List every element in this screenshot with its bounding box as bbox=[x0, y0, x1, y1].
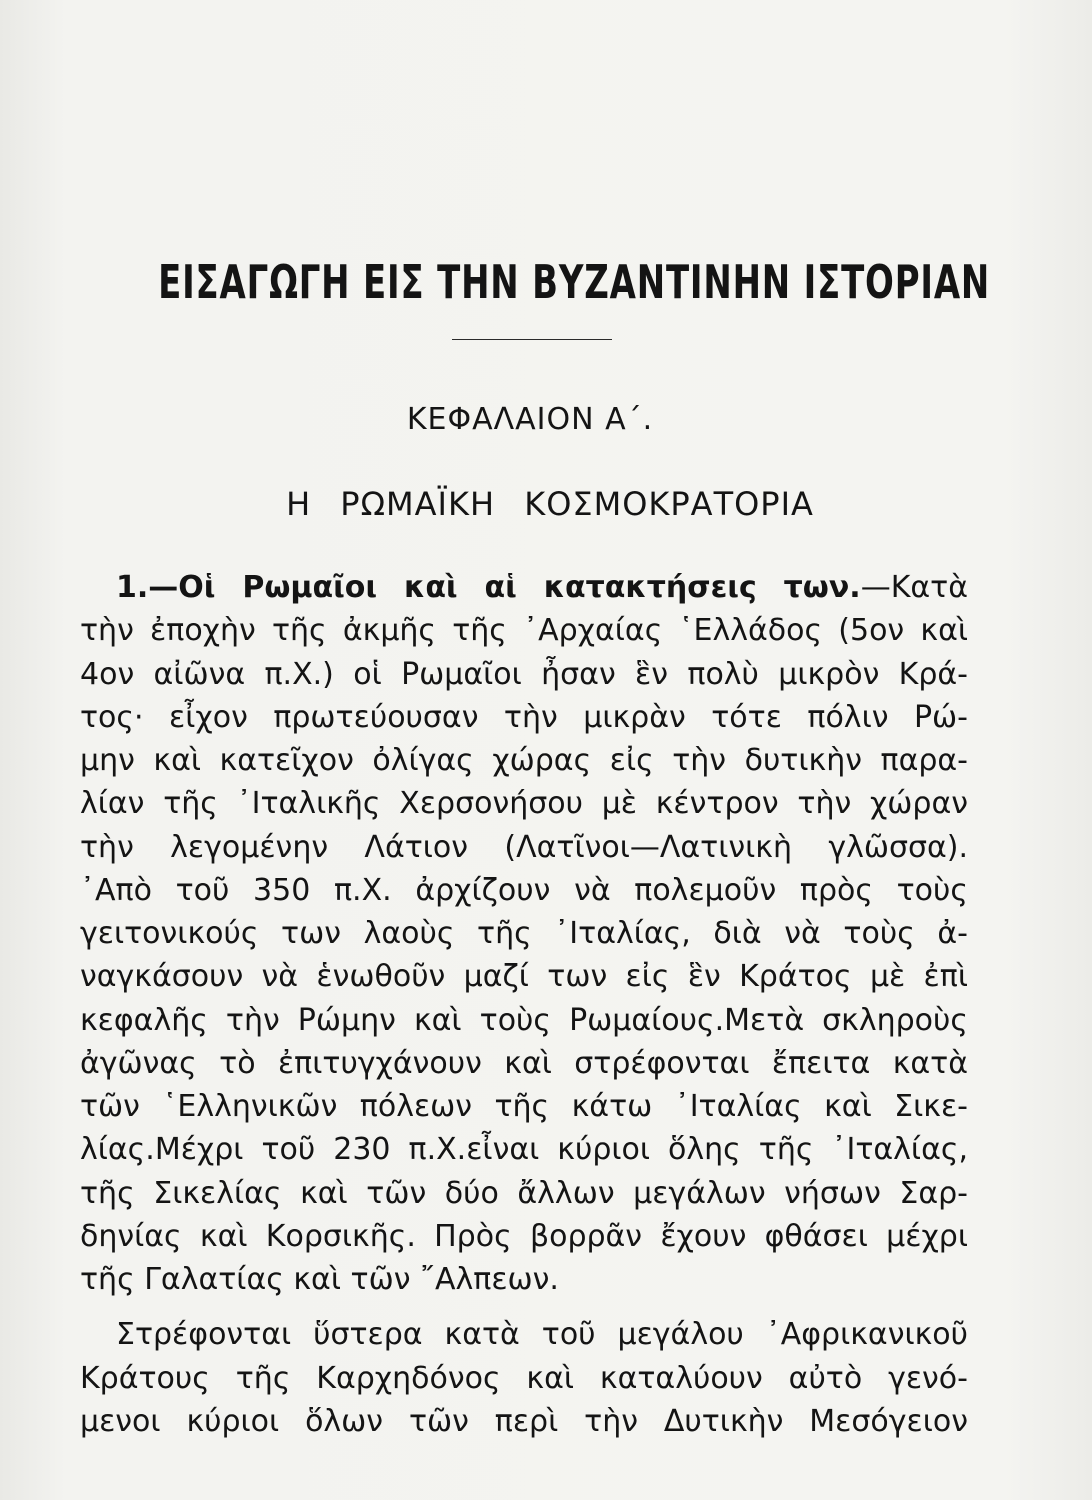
text-line: τος· εἶχον πρωτεύουσαν τὴν μικρὰν τότε πόλιν Ρώ- bbox=[80, 699, 968, 735]
chapter-subtitle: Η ΡΩΜΑΪΚΗ ΚΟΣΜΟΚΡΑΤΟΡΙΑ bbox=[286, 485, 814, 523]
text-line: ᾿Απὸ τοῦ 350 π.Χ. ἀρχίζουν νὰ πολεμοῦν πρὸς τοὺς bbox=[80, 872, 968, 908]
page-title: ΕΙΣΑΓΩΓΗ ΕΙΣ ΤΗΝ ΒΥΖΑΝΤΙΝΗΝ ΙΣΤΟΡΙΑΝ bbox=[158, 255, 991, 309]
body-text bbox=[80, 566, 968, 1443]
text-line: μενοι κύριοι ὅλων τῶν περὶ τὴν Δυτικὴν Μεσόγειον bbox=[80, 1403, 968, 1439]
text-line: τὴν λεγομένην Λάτιον (Λατῖνοι—Λατινικὴ γλῶσσα). bbox=[80, 829, 968, 865]
text-line: τῶν ῾Ελληνικῶν πόλεων τῆς κάτω ᾿Ιταλίας καὶ Σικε- bbox=[80, 1089, 968, 1124]
paragraph-gap bbox=[80, 1301, 968, 1313]
text-line: δηνίας καὶ Κορσικῆς. Πρὸς βορρᾶν ἔχουν φθάσει μέχρι bbox=[80, 1218, 968, 1254]
text-line: τῆς Σικελίας καὶ τῶν δύο ἄλλων μεγάλων νήσων Σαρ- bbox=[80, 1175, 968, 1211]
text-line: κεφαλῆς τὴν Ρώμην καὶ τοὺς Ρωμαίους.Μετὰ σκληροὺς bbox=[80, 1002, 968, 1038]
section-number: 1. bbox=[116, 570, 149, 605]
text-line: 4ον αἰῶνα π.Χ.) οἱ Ρωμαῖοι ἦσαν ἓν πολὺ μικρὸν Κρά- bbox=[80, 656, 968, 692]
text-line: γειτονικούς των λαοὺς τῆς ᾿Ιταλίας, διὰ νὰ τοὺς ἀ- bbox=[80, 916, 968, 951]
title-divider bbox=[452, 339, 612, 340]
text-line: τῆς Γαλατίας καὶ τῶν ῎Αλπεων. bbox=[80, 1262, 559, 1297]
text-line: λίαν τῆς ᾿Ιταλικῆς Χερσονήσου μὲ κέντρον τὴν χώραν bbox=[80, 786, 968, 822]
text-line: Στρέφονται ὕστερα κατὰ τοῦ μεγάλου ᾿Αφρικανικοῦ bbox=[116, 1317, 968, 1353]
text-line: ἀγῶνας τὸ ἐπιτυγχάνουν καὶ στρέφονται ἔπειτα κατὰ bbox=[80, 1045, 968, 1081]
section-heading: —Οἱ Ρωμαῖοι καὶ αἱ κατακτήσεις των. bbox=[148, 570, 861, 605]
text-line: τὴν ἐποχὴν τῆς ἀκμῆς τῆς ᾿Αρχαίας ῾Ελλάδος (5ον καὶ bbox=[80, 613, 968, 649]
section-heading-line bbox=[80, 566, 968, 609]
text-line: λίας.Μέχρι τοῦ 230 π.Χ.εἶναι κύριοι ὅλης τῆς ᾿Ιταλίας, bbox=[80, 1132, 968, 1168]
section-heading-tail: —Κατὰ bbox=[860, 570, 968, 605]
text-line: Κράτους τῆς Καρχηδόνος καὶ καταλύουν αὐτὸ γενό- bbox=[80, 1360, 968, 1396]
text-line: ναγκάσουν νὰ ἑνωθοῦν μαζί των εἰς ἓν Κράτος μὲ ἐπὶ bbox=[80, 959, 968, 995]
text-line: μην καὶ κατεῖχον ὀλίγας χώρας εἰς τὴν δυτικὴν παρα- bbox=[80, 743, 968, 778]
chapter-heading: ΚΕΦΑΛΑΙΟΝ Α΄. bbox=[406, 402, 654, 437]
